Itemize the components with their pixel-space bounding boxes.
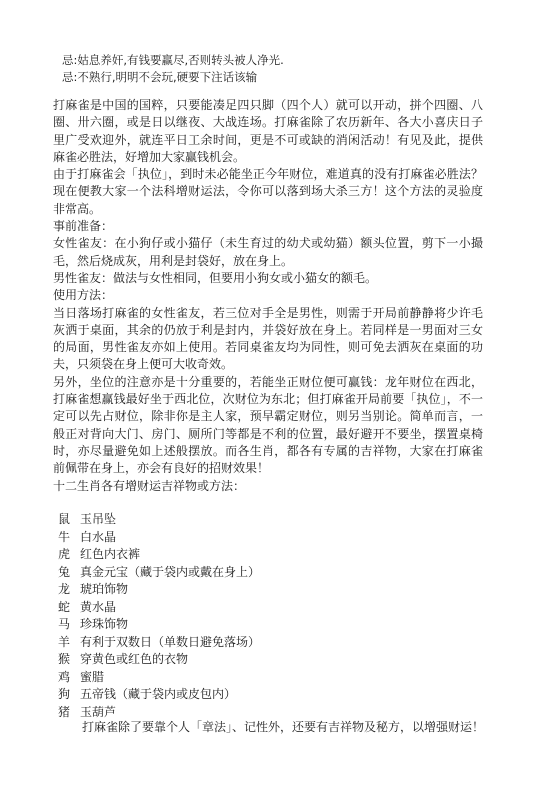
seat-paragraph: 另外，坐位的注意亦是十分重要的，若能坐正财位便可赢钱：龙年财位在西北，打麻雀想赢钱最好坐于西北位，次财位为东北；但打麻雀开局前要「执位」，不一定可以先占财位，除非你是主人家，预早霸定财位，则另当别论。简单而言，一般正对背向大门、房门、厕所门等都是不利的位置，最好避开不要坐，摆置桌椅时，亦尽量避免如上述般摆放。而各生肖，都各有专属的吉祥物，大家在打麻雀前佩带在身上，亦会有良好的招财效果！ [53, 374, 483, 476]
zodiac-item: 白水晶 [80, 529, 117, 544]
zodiac-animal: 虎 [58, 547, 71, 561]
zodiac-item: 黄水晶 [80, 599, 117, 614]
male-paragraph: 男性雀友：做法与女性相同，但要用小狗女或小猫女的额毛。 [53, 270, 378, 285]
list-item [58, 546, 478, 564]
zodiac-animal: 猴 [58, 652, 71, 666]
zodiac-animal: 猪 [58, 704, 71, 719]
usage-paragraph: 当日落场打麻雀的女性雀友，若三位对手全是男性，则需于开局前静静将少许毛灰洒于桌面，其余的仍放于利是封内，并袋好放在身上。若同样是一男面对三女的局面，男性雀友亦如上使用。若同桌雀友均为同性，则可免去洒灰在桌面的功夫，只须袋在身上便可大收奇效。 [53, 305, 483, 372]
zodiac-animal: 蛇 [58, 599, 71, 614]
closing-line: 打麻雀除了要靠个人「章法」、记性外，还要有吉祥物及秘方，以增强财运！ [82, 720, 485, 734]
zodiac-animal: 兔 [58, 564, 71, 579]
intro-paragraph: 打麻雀是中国的国粹，只要能凑足四只脚（四个人）就可以开动，拼个四圈、八圈、卅六圈，或是日以继夜、大战连场。打麻雀除了农历新年、各大小喜庆日子里广受欢迎外，就连平日工余时间，更是不可或缺的消闲活动！有见及此，提供麻雀必胜法，好增加大家赢钱机会。 [53, 98, 483, 164]
list-item [58, 529, 478, 547]
list-item [58, 669, 478, 687]
female-paragraph: 女性雀友：在小狗仔或小猫仔（未生育过的幼犬或幼猫）额头位置，剪下一小撮毛，然后烧成灰，用利是封袋好，放在身上。 [53, 236, 483, 268]
zodiac-item: 红色内衣裤 [80, 547, 141, 561]
zodiac-item: 琥珀饰物 [80, 582, 129, 596]
list-item [58, 634, 478, 652]
list-item [58, 511, 478, 529]
usage-heading: 使用方法： [53, 288, 114, 303]
zodiac-animal: 狗 [58, 687, 71, 701]
zodiac-item: 蜜腊 [80, 669, 105, 684]
zodiac-animal: 鼠 [58, 512, 71, 526]
zodiac-heading: 十二生肖各有增财运吉祥物或方法： [53, 478, 246, 493]
zodiac-item: 五帝钱（藏于袋内或皮包内） [80, 687, 237, 701]
zodiac-item: 真金元宝（藏于袋内或戴在身上） [80, 564, 261, 579]
zodiac-animal: 羊 [58, 634, 71, 649]
list-item [58, 564, 478, 582]
list-item [58, 599, 478, 617]
list-item [58, 686, 478, 704]
zodiac-animal: 马 [58, 617, 71, 631]
header-line-1: 忌:姑息养奸,有钱要赢尽,否则转头被人净光. [62, 53, 284, 67]
zodiac-list [58, 511, 478, 721]
prep-heading: 事前准备： [53, 219, 114, 234]
zodiac-animal: 牛 [58, 529, 71, 544]
list-item [58, 581, 478, 599]
zodiac-animal: 鸡 [58, 669, 71, 684]
zodiac-item: 玉吊坠 [80, 512, 117, 526]
zodiac-item: 玉葫芦 [80, 704, 117, 719]
main-text [53, 97, 483, 495]
list-item [58, 616, 478, 634]
zodiac-item: 有利于双数日（单数日避免落场） [80, 634, 261, 649]
zodiac-animal: 龙 [58, 582, 71, 596]
list-item [58, 651, 478, 669]
question-paragraph: 由于打麻雀会「执位」，到时未必能坐正今年财位，难道真的没有打麻雀必胜法？现在便教大家一个法科增财运法，令你可以落到场大杀三方！这个方法的灵验度非常高。 [53, 167, 483, 216]
zodiac-item: 珍珠饰物 [80, 617, 129, 631]
header-line-2: 忌:不熟行,明明不会玩,硬要下注话该输 [62, 70, 258, 84]
zodiac-item: 穿黄色或红色的衣物 [80, 652, 189, 666]
